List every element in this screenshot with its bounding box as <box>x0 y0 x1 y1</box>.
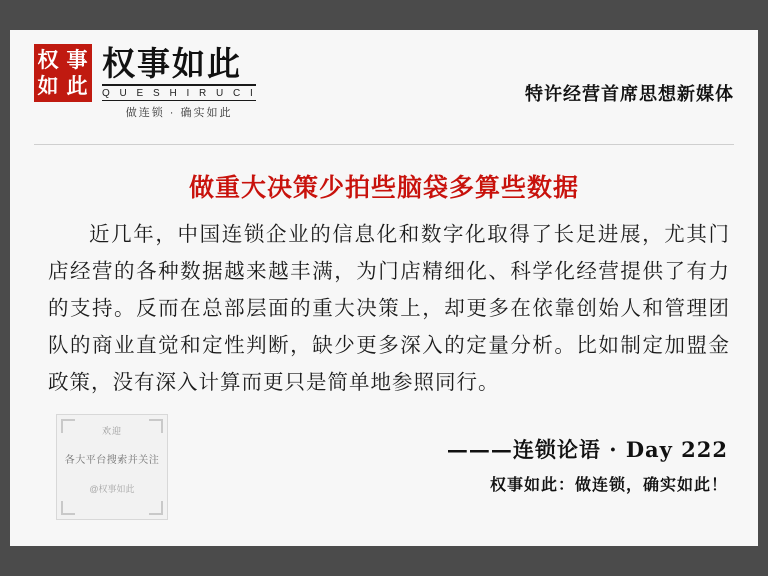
page-title: 做重大决策少拍些脑袋多算些数据 <box>188 173 579 202</box>
seal-stamp-icon <box>34 44 92 102</box>
brand-logo <box>34 44 256 120</box>
seal-char-1: 权 <box>37 47 60 72</box>
qr-corner-bottom-left-icon <box>61 501 75 515</box>
qr-instruction-label: 各大平台搜索并关注 <box>64 455 160 466</box>
article-sub-signature: 权事如此：做连锁，确实如此！ <box>489 475 728 494</box>
document-header <box>10 30 758 126</box>
seal-char-4: 此 <box>66 73 89 98</box>
qr-welcome-label: 欢迎 <box>101 426 122 436</box>
brand-name-en: Q U E S H I R U C I <box>102 84 256 101</box>
header-divider <box>34 144 734 145</box>
document-card <box>10 30 758 546</box>
brand-name-cn: 权事如此 <box>102 44 242 83</box>
follow-qr-card <box>56 414 168 520</box>
brand-wordmark <box>102 44 256 120</box>
qr-corner-bottom-right-icon <box>149 501 163 515</box>
seal-char-3: 如 <box>37 73 60 98</box>
qr-handle-label: @权事如此 <box>89 484 135 494</box>
qr-corner-top-left-icon <box>61 419 75 433</box>
header-tagline: 特许经营首席思想新媒体 <box>525 84 734 105</box>
qr-corner-top-right-icon <box>149 419 163 433</box>
seal-char-2: 事 <box>66 47 89 72</box>
brand-slogan: 做连锁 · 确实如此 <box>125 107 233 119</box>
article-body: 近几年，中国连锁企业的信息化和数字化取得了长足进展，尤其门店经营的各种数据越来越丰满，为门店精细化、科学化经营提供了有力的支持。反而在总部层面的重大决策上，却更多在依靠创始人和管理团队的商业直觉和定性判断，缺少更多深入的定量分析。比如制定加盟金政策，没有深入计算而更只是简单地参照同行。 <box>48 222 730 394</box>
article-signature: ———连锁论语 · Day 222 <box>446 437 728 462</box>
